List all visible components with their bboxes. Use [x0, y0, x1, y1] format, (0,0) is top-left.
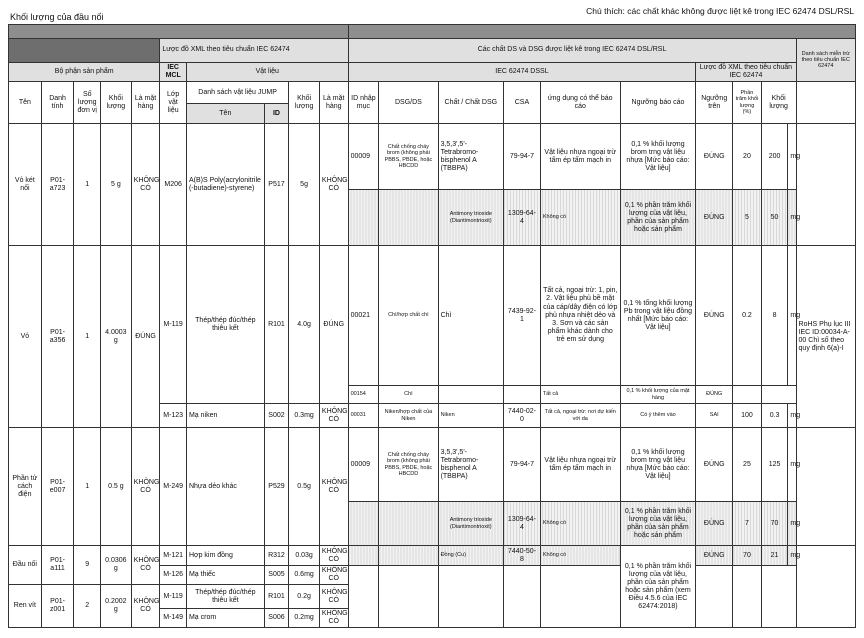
col-jump-id: ID [264, 104, 289, 124]
footnote: Chú thích: các chất khác không được liệt kê trong IEC 62474 DSL/RSL [586, 6, 854, 16]
col-above: Ngưỡng trên [696, 82, 733, 124]
row-class: M-119 [160, 585, 187, 609]
row-lost: KHÔNG CÓ [131, 585, 160, 628]
table-row [9, 428, 856, 502]
col-pct: Phần trăm khối lượng (%) [733, 82, 762, 124]
mass2: 8 [761, 246, 788, 386]
row-class: M-149 [160, 609, 187, 628]
pct: 25 [733, 428, 762, 502]
csa: 7440-02-0 [504, 404, 541, 428]
row-mass: 0.0306 g [101, 546, 132, 585]
application: Vật liệu nhựa ngoại trừ tấm ép tấm mạch in [540, 124, 620, 190]
substance: Đồng (Cu) [438, 546, 503, 566]
above: ĐÚNG [696, 246, 733, 386]
col-csa: CSA [504, 82, 541, 124]
col-mass: Khối lượng [101, 82, 132, 124]
table-row [9, 246, 856, 386]
page-title: Khối lượng của đầu nối [10, 12, 104, 22]
row-id: P01-a111 [41, 546, 74, 585]
threshold: 0,1 % tổng khối lượng Pb trong vật liệu đồng nhất [Mức báo cáo: Vật liệu] [620, 246, 696, 386]
header-material: Vật liệu [186, 63, 348, 82]
row-id: P01-a356 [41, 246, 74, 428]
row-id: P01-z001 [41, 585, 74, 628]
threshold: Có ý thêm vào [620, 404, 696, 428]
csa: 1309-64-4 [504, 502, 541, 546]
pct: 7 [733, 502, 762, 546]
row-mat-lost: KHÔNG CÓ [319, 566, 348, 585]
above: ĐÚNG [696, 428, 733, 502]
row-material: Thép/thép đúc/thép thiêu kết [186, 585, 264, 609]
row-mat-lost: KHÔNG CÓ [319, 585, 348, 609]
row-name: Vỏ [9, 246, 42, 428]
row-mass: 4.0003 g [101, 246, 132, 428]
row-mat-lost: ĐÚNG [319, 246, 348, 404]
csa: 7439-92-1 [504, 246, 541, 386]
pct: 5 [733, 190, 762, 246]
row-material: A(B)S Poly(acrylonitrile (-butadiene)-styrene) [186, 124, 264, 246]
dsg: Chì [379, 386, 438, 404]
substance: Antimony trioxide (Diantimontrioxit) [438, 190, 503, 246]
import-id: 00021 [348, 246, 379, 386]
col-lost: Là mặt hàng [131, 82, 160, 124]
dsg: Chất chống cháy brom (không phải PBBS, PBDE, hoặc HBCDD [379, 428, 438, 502]
row-material: Mạ crom [186, 609, 264, 628]
row-mat-mass: 5g [289, 124, 320, 246]
row-mat-lost: KHÔNG CÓ [319, 609, 348, 628]
row-qty: 1 [74, 124, 101, 246]
row-material: Hợp kim đồng [186, 546, 264, 566]
row-class: M-249 [160, 428, 187, 546]
row-mat-mass: 0.03g [289, 546, 320, 566]
col-mass2: Khối lượng [761, 82, 796, 124]
col-name: Tên [9, 82, 42, 124]
csa: 79-94-7 [504, 428, 541, 502]
threshold: 0,1 % khối lượng brom trng vật liệu nhựa [Mức báo cáo: Vật liệu] [620, 124, 696, 190]
row-material: Mạ niken [186, 404, 264, 428]
row-class: M206 [160, 124, 187, 246]
substance: Chì [438, 246, 503, 386]
application: Tất cả, ngoại trừ: 1, pin, 2. Vật liệu phủ bề mặt của cáp/dây điện có lớp phủ nhựa nhiệt dẻo và 3. Sơn và các sản phẩm khác dành cho trẻ em sử dụng [540, 246, 620, 386]
header-exempt: Danh sách miễn trừ theo tiêu chuẩn IEC 62474 [796, 39, 855, 82]
row-lost: KHÔNG CÓ [131, 428, 160, 546]
col-app: ứng dụng có thể báo cáo [540, 82, 620, 124]
exemption: RoHS Phụ lục III IEC ID:00034-A-00 Chì số theo quy định 6(a)-I [796, 246, 855, 428]
pct: 100 [733, 404, 762, 428]
col-import-id: ID nhập mục [348, 82, 379, 124]
import-id: 00154 [348, 386, 379, 404]
row-lost: KHÔNG CÓ [131, 124, 160, 246]
above: ĐÚNG [696, 502, 733, 546]
header-product-part: Bộ phận sản phẩm [9, 63, 160, 82]
row-name: Phần tử cách điện [9, 428, 42, 546]
row-id: P01-e007 [41, 428, 74, 546]
row-mat-lost: KHÔNG CÓ [319, 546, 348, 566]
row-jump-id: P529 [264, 428, 289, 546]
mass2: 0.3 [761, 404, 788, 428]
csa: 79-94-7 [504, 124, 541, 190]
col-mat-lost: Là mặt hàng [319, 82, 348, 124]
application: Tất cả [540, 386, 620, 404]
row-class: M-126 [160, 566, 187, 585]
header-iec-mcl: IEC MCL [160, 63, 187, 82]
row-jump-id: P517 [264, 124, 289, 246]
mass2: 200 [761, 124, 788, 190]
row-jump-id: S006 [264, 609, 289, 628]
col-class: Lớp vật liệu [160, 82, 187, 124]
material-declaration-table [8, 24, 856, 628]
import-id: 00009 [348, 124, 379, 190]
row-qty: 1 [74, 246, 101, 428]
unit2: mg [788, 124, 796, 190]
row-mat-mass: 0.5g [289, 428, 320, 546]
above: SAI [696, 404, 733, 428]
col-threshold: Ngưỡng báo cáo [620, 82, 696, 124]
threshold: 0,1 % phần trăm khối lượng của vật liệu, phần của sản phẩm hoặc sản phẩm (xem Điều 4.5.6 của IEC 62474:2018) [620, 546, 696, 628]
application: Tất cả, ngoại trừ: nơi dự kiến với da [540, 404, 620, 428]
unit2: mg [788, 246, 796, 386]
substance: 3,5,3',5'-Tetrabromo-bisphenol A (TBBPA) [438, 124, 503, 190]
row-mat-mass: 0.2g [289, 585, 320, 609]
import-id: 00031 [348, 404, 379, 428]
csa: 7440-50-8 [504, 546, 541, 566]
unit2: mg [788, 502, 796, 546]
row-material: Mạ thiếc [186, 566, 264, 585]
row-mass: 5 g [101, 124, 132, 246]
header-xml-schema: Lược đồ XML theo tiêu chuẩn IEC 62474 [160, 39, 348, 63]
above: ĐÚNG [696, 546, 733, 566]
col-jump-name: Tên [186, 104, 264, 124]
unit2: mg [788, 428, 796, 502]
row-mass: 0.2002 g [101, 585, 132, 628]
row-class: M-121 [160, 546, 187, 566]
unit2: mg [788, 404, 796, 428]
row-jump-id: S002 [264, 404, 289, 428]
dsg: Chất chống cháy brom (không phải PBBS, PBDE, hoặc HBCDD [379, 124, 438, 190]
row-qty: 1 [74, 428, 101, 546]
row-mat-mass: 0.2mg [289, 609, 320, 628]
substance: Antimony trioxide (Diantimontrioxit) [438, 502, 503, 546]
threshold: 0,1 % khối lượng brom trng vật liệu nhựa [Mức báo cáo: Vật liệu] [620, 428, 696, 502]
pct: 20 [733, 124, 762, 190]
substance: Niken [438, 404, 503, 428]
row-material: Nhựa dẻo khác [186, 428, 264, 546]
mass2: 50 [761, 190, 788, 246]
row-jump-id: S005 [264, 566, 289, 585]
header-ds-dsg: Các chất DS và DSG được liệt kê trong IEC 62474 DSL/RSL [348, 39, 796, 63]
table-row [9, 546, 856, 566]
unit2: mg [788, 546, 796, 566]
row-lost: KHÔNG CÓ [131, 546, 160, 585]
csa: 1309-64-4 [504, 190, 541, 246]
row-id: P01-a723 [41, 124, 74, 246]
row-mass: 0.5 g [101, 428, 132, 546]
above: ĐÚNG [696, 190, 733, 246]
row-class: M-119 [160, 246, 187, 404]
row-material: Thép/thép đúc/thép thiêu kết [186, 246, 264, 404]
threshold: 0,1 % phần trăm khối lượng của vật liệu, phần của sản phẩm hoặc sản phẩm [620, 190, 696, 246]
row-name: Vỏ két nối [9, 124, 42, 246]
threshold: 0,1 % phần trăm khối lượng của vật liệu, phần của sản phẩm hoặc sản phẩm [620, 502, 696, 546]
col-id: Danh tính [41, 82, 74, 124]
mass2: 125 [761, 428, 788, 502]
row-mat-lost: KHÔNG CÓ [319, 124, 348, 246]
above: ĐÚNG [696, 386, 733, 404]
pct: 0.2 [733, 246, 762, 386]
header-iec-dssl: IEC 62474 DSSL [348, 63, 696, 82]
application: Vật liệu nhựa ngoại trừ tấm ép tấm mạch in [540, 428, 620, 502]
application: Không có [540, 546, 620, 566]
dsg: Chì/hợp chất chì [379, 246, 438, 386]
row-mat-lost: KHÔNG CÓ [319, 404, 348, 428]
above: ĐÚNG [696, 124, 733, 190]
table-row [9, 124, 856, 190]
col-mat-mass: Khối lượng [289, 82, 320, 124]
row-jump-id: R312 [264, 546, 289, 566]
row-jump-id: R101 [264, 585, 289, 609]
mass2: 21 [761, 546, 788, 566]
mass2: 70 [761, 502, 788, 546]
col-substance: Chất / Chất DSG [438, 82, 503, 124]
application: Không có [540, 502, 620, 546]
import-id: 00009 [348, 428, 379, 502]
row-jump-id: R101 [264, 246, 289, 404]
row-qty: 2 [74, 585, 101, 628]
row-class: M-123 [160, 404, 187, 428]
col-qty: Số lượng đơn vị [74, 82, 101, 124]
dsg: Niken/hợp chất của Niken [379, 404, 438, 428]
row-name: Đầu nối [9, 546, 42, 585]
row-lost: ĐÚNG [131, 246, 160, 428]
threshold: 0,1 % khối lượng của mặt hàng [620, 386, 696, 404]
col-jump: Danh sách vật liệu JUMP [186, 82, 288, 104]
substance: 3,5,3',5'-Tetrabromo-bisphenol A (TBBPA) [438, 428, 503, 502]
row-mat-mass: 0.3mg [289, 404, 320, 428]
col-dsg: DSG/DS [379, 82, 438, 124]
row-mat-mass: 0.6mg [289, 566, 320, 585]
header-xml-schema-2: Lược đồ XML theo tiêu chuẩn IEC 62474 [696, 63, 796, 82]
row-qty: 9 [74, 546, 101, 585]
pct: 70 [733, 546, 762, 566]
row-mat-mass: 4.0g [289, 246, 320, 404]
unit2: mg [788, 190, 796, 246]
row-name: Ren vít [9, 585, 42, 628]
row-mat-lost: KHÔNG CÓ [319, 428, 348, 546]
application: Không có [540, 190, 620, 246]
